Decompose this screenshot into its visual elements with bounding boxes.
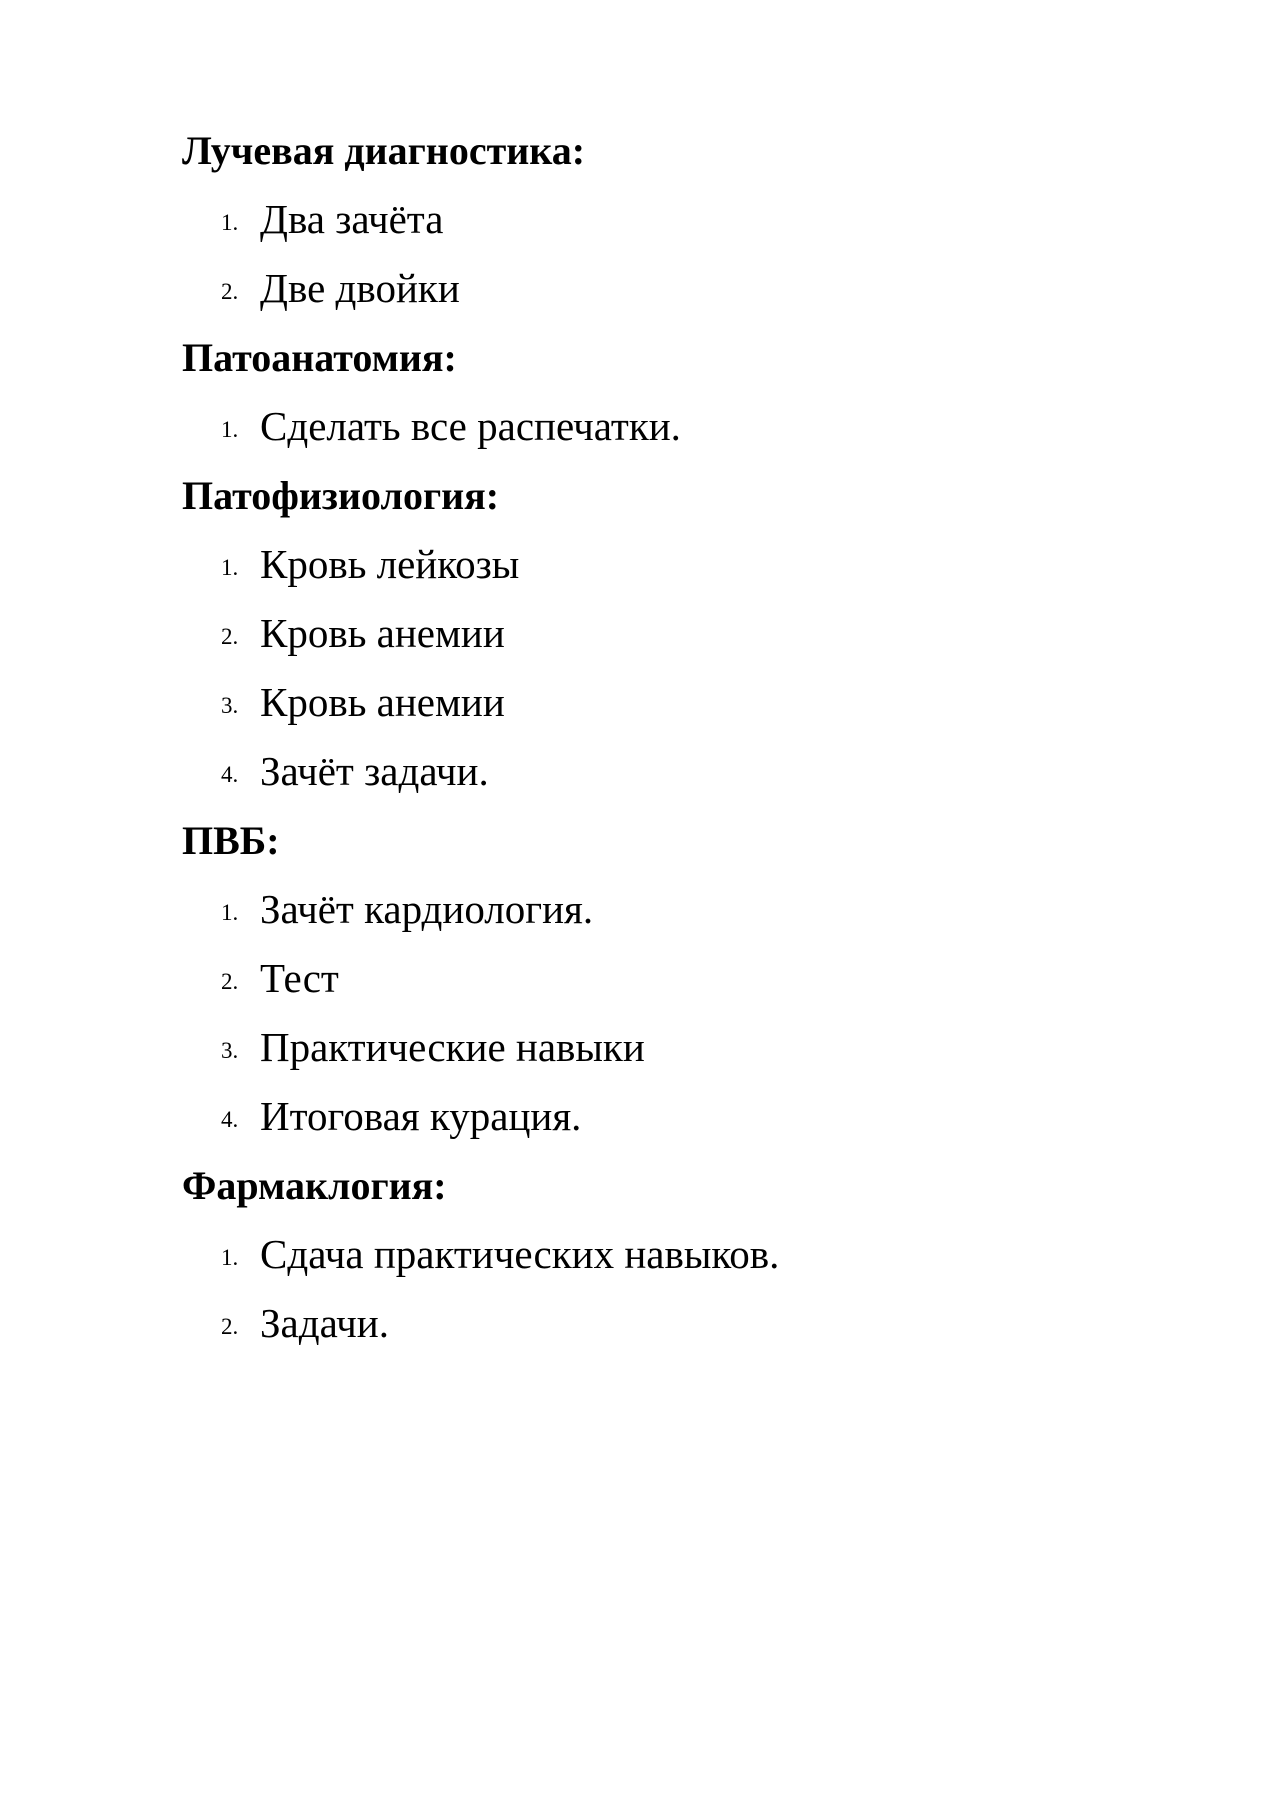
- section-heading: Фармаклогия:: [182, 1163, 447, 1208]
- list-number: 1.: [221, 900, 239, 925]
- list-item: [182, 185, 1162, 254]
- list-number: 4.: [221, 1107, 239, 1132]
- list-number: 3.: [221, 693, 239, 718]
- list-number: 2.: [221, 279, 239, 304]
- list-item: [182, 599, 1162, 668]
- list-number: 1.: [221, 555, 239, 580]
- numbered-list: [182, 875, 1162, 1151]
- list-item-text: Кровь анемии: [260, 679, 505, 725]
- list-item-text: Сделать все распечатки.: [260, 403, 681, 449]
- list-number: 2.: [221, 1314, 239, 1339]
- section-pharmacology: [182, 1151, 1162, 1358]
- list-number: 2.: [221, 624, 239, 649]
- list-item-text: Кровь анемии: [260, 610, 505, 656]
- list-item-text: Два зачёта: [260, 196, 444, 242]
- list-item: [182, 392, 1162, 461]
- section-pathoanatomy: [182, 323, 1162, 461]
- list-number: 4.: [221, 762, 239, 787]
- list-item-text: Зачёт кардиология.: [260, 886, 594, 932]
- list-number: 1.: [221, 417, 239, 442]
- list-number: 1.: [221, 1245, 239, 1270]
- section-pathophysiology: [182, 461, 1162, 806]
- numbered-list: [182, 1220, 1162, 1358]
- list-item: [182, 875, 1162, 944]
- list-item: [182, 254, 1162, 323]
- list-item-text: Две двойки: [260, 265, 460, 311]
- list-item: [182, 1289, 1162, 1358]
- numbered-list: [182, 185, 1162, 323]
- list-item-text: Сдача практических навыков.: [260, 1231, 780, 1277]
- list-number: 1.: [221, 210, 239, 235]
- list-item: [182, 1013, 1162, 1082]
- list-item: [182, 737, 1162, 806]
- list-number: 3.: [221, 1038, 239, 1063]
- list-number: 2.: [221, 969, 239, 994]
- numbered-list: [182, 530, 1162, 806]
- list-item-text: Задачи.: [260, 1300, 389, 1346]
- list-item: [182, 1082, 1162, 1151]
- section-radiology: [182, 116, 1162, 323]
- list-item-text: Зачёт задачи.: [260, 748, 489, 794]
- list-item-text: Тест: [260, 955, 339, 1001]
- list-item-text: Кровь лейкозы: [260, 541, 520, 587]
- list-item-text: Практические навыки: [260, 1024, 645, 1070]
- list-item: [182, 1220, 1162, 1289]
- numbered-list: [182, 392, 1162, 461]
- section-pvb: [182, 806, 1162, 1151]
- section-heading: Патоанатомия:: [182, 335, 457, 380]
- list-item: [182, 944, 1162, 1013]
- section-heading: Лучевая диагностика:: [182, 128, 586, 173]
- document-body: [182, 116, 1162, 1358]
- list-item: [182, 668, 1162, 737]
- list-item: [182, 530, 1162, 599]
- section-heading: Патофизиология:: [182, 473, 500, 518]
- section-heading: ПВБ:: [182, 818, 280, 863]
- list-item-text: Итоговая курация.: [260, 1093, 582, 1139]
